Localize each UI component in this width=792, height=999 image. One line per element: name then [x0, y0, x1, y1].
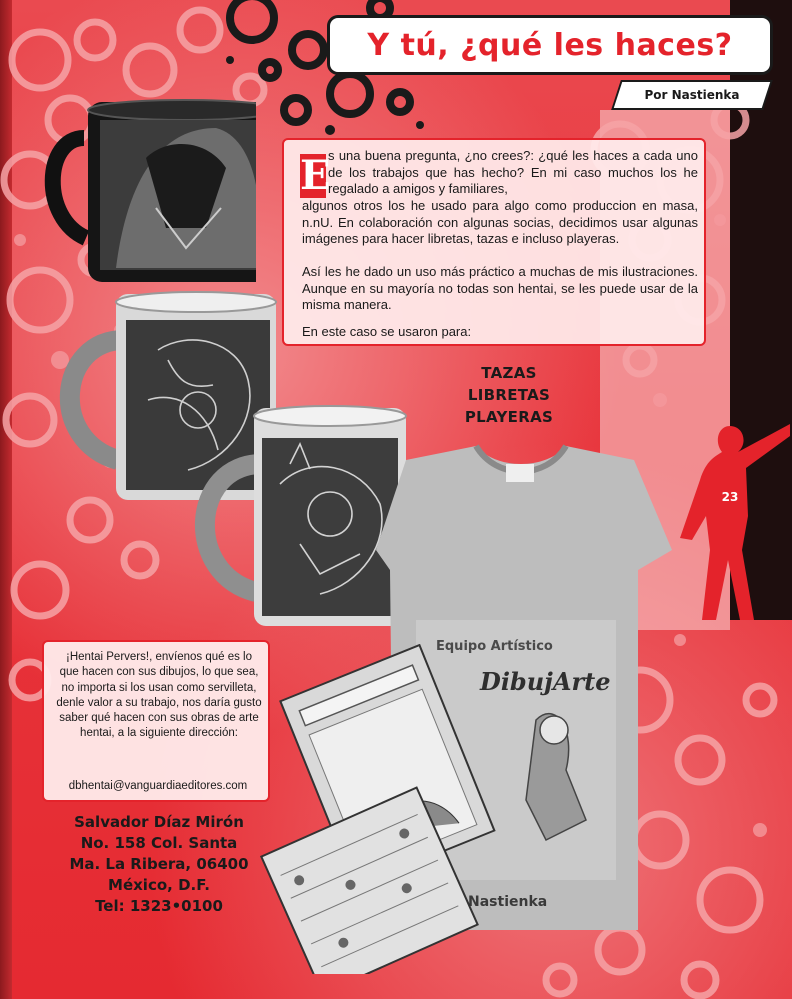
address-line: Ma. La Ribera, 06400 [69, 855, 249, 873]
article-box [282, 138, 706, 346]
address-line: No. 158 Col. Santa [80, 834, 238, 852]
article-paragraph-1-cont: algunos otros los he usado para algo como produccion en masa, n.nU. En colaboración con algunas socias, decidimos usar algunas imágenes para hacer libretas, tazas e incluso playeras. [302, 198, 698, 246]
notebooks-photo [252, 644, 524, 974]
address-line: Tel: 1323•0100 [95, 897, 223, 915]
mug-photo-1 [36, 98, 256, 288]
invite-box [42, 640, 270, 802]
byline: Por Nastienka [644, 88, 740, 102]
article-paragraph-2: Así les he dado un uso más práctico a muchas de mis ilustraciones. Aunque en su mayoría no todas son hentai, se les puede usar de la misma manera. [302, 264, 698, 312]
page-number: 23 [721, 490, 739, 504]
page-title: Y tú, ¿qué les haces? [367, 27, 733, 63]
address-line: Salvador Díaz Mirón [74, 813, 244, 831]
article-paragraph-3: En este caso se usaron para: [302, 324, 472, 339]
drop-cap: E [300, 152, 331, 199]
mailing-address [44, 812, 274, 917]
silhouette-figure [672, 420, 792, 630]
article-paragraph-1: s una buena pregunta, ¿no crees?: ¿qué les haces a cada uno de los trabajos que has hecho? En mi caso muchos los he regalado a amigos y familiares, [328, 148, 698, 196]
address-line: México, D.F. [108, 876, 210, 894]
shirt-logo-line2: DibujArte [480, 667, 611, 696]
product-item: PLAYERAS [464, 408, 554, 426]
contact-email[interactable]: dbhentai@vanguardiaeditores.com [68, 780, 248, 792]
mug-photo-3 [170, 404, 410, 630]
product-item: LIBRETAS [467, 386, 551, 404]
products-list [444, 362, 574, 428]
product-item: TAZAS [481, 364, 537, 382]
invite-text: ¡Hentai Pervers!, envíenos qué es lo que hacen con sus dibujos, lo que sea, no importa si los usan como servilleta, denle valor a su trabajo, nos daría gusto saber qué hacen con sus obras de arte hentai, a la siguiente dirección: [56, 651, 262, 740]
title-banner [330, 18, 770, 72]
shirt-logo-line1: Equipo Artístico [436, 639, 553, 654]
shirt-signature: Nastienka [468, 894, 548, 910]
